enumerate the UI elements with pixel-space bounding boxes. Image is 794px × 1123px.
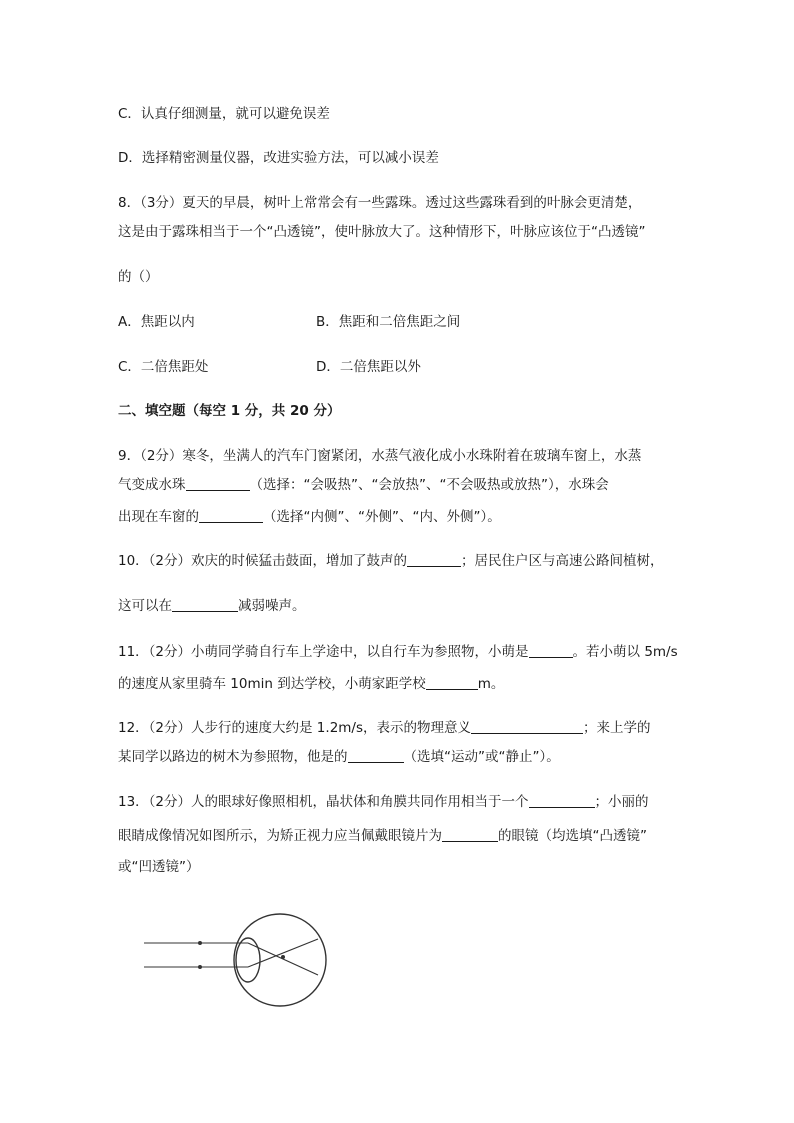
section-title-fill-in: 二、填空题（每空 1 分，共 20 分） xyxy=(118,403,341,419)
q10-blank-2[interactable] xyxy=(172,597,238,612)
q13-line2 xyxy=(118,826,678,846)
focal-point-dot xyxy=(281,955,285,959)
q11-text: m。 xyxy=(477,676,505,692)
q13-text: 13．（2分）人的眼球好像照相机，晶状体和角膜共同作用相当于一个 xyxy=(118,794,529,810)
lens-ellipse xyxy=(236,938,260,982)
q13-line3: 或“凹透镜”） xyxy=(118,859,200,875)
q13-text: 眼睛成像情况如图所示，为矫正视力应当佩戴眼镜片为 xyxy=(118,828,442,844)
q12-blank-1[interactable] xyxy=(471,719,583,734)
q13-line1 xyxy=(118,792,678,812)
q8-option-c: C．二倍焦距处 xyxy=(118,359,209,375)
q7-option-c: C．认真仔细测量，就可以避免误差 xyxy=(118,106,330,122)
q8-text-line3: 的（） xyxy=(118,269,159,285)
eyeball-outline xyxy=(234,914,326,1006)
q10-text: 10．（2分）欢庆的时候猛击鼓面，增加了鼓声的 xyxy=(118,553,408,569)
q12-line1 xyxy=(118,718,678,738)
q13-blank-1[interactable] xyxy=(529,793,595,808)
q8-text-line1: 8．（3分）夏天的早晨，树叶上常常会有一些露珠。透过这些露珠看到的叶脉会更清楚， xyxy=(118,195,642,211)
q8-option-d: D．二倍焦距以外 xyxy=(316,359,421,375)
q11-blank-2[interactable] xyxy=(426,675,478,690)
q8-option-a: A．焦距以内 xyxy=(118,314,195,330)
q8-text-line2: 这是由于露珠相当于一个“凸透镜”，使叶脉放大了。这种情形下，叶脉应该位于“凸透镜” xyxy=(118,224,646,240)
ray-dot xyxy=(198,965,202,969)
refracted-ray-bottom xyxy=(248,939,318,967)
q10-text: ；居民住户区与高速公路间植树， xyxy=(461,553,664,569)
q9-blank-1[interactable] xyxy=(186,476,250,491)
q9-blank-2[interactable] xyxy=(199,508,263,523)
q11-line2 xyxy=(118,674,678,694)
eye-diagram-figure xyxy=(140,905,350,1025)
q12-text: 12．（2分）人步行的速度大约是 1.2m/s，表示的物理意义 xyxy=(118,720,472,736)
q10-line2 xyxy=(118,596,678,616)
ray-dot xyxy=(198,941,202,945)
q13-text: ；小丽的 xyxy=(594,794,649,810)
q11-text: 。若小萌以 5m/s xyxy=(572,644,678,660)
q10-line1 xyxy=(118,551,678,571)
q12-blank-2[interactable] xyxy=(348,748,404,763)
q11-blank-1[interactable] xyxy=(529,643,573,658)
q9-text: 气变成水珠 xyxy=(118,477,186,493)
q10-text: 这可以在 xyxy=(118,598,172,614)
q12-line2 xyxy=(118,747,678,767)
q10-blank-1[interactable] xyxy=(407,552,461,567)
q9-line1: 9．（2分）寒冬，坐满人的汽车门窗紧闭，水蒸气液化成小水珠附着在玻璃车窗上，水蒸 xyxy=(118,448,642,464)
q7-option-d: D．选择精密测量仪器，改进实验方法，可以减小误差 xyxy=(118,150,439,166)
q9-text: （选择“内侧”、“外侧”、“内、外侧”）。 xyxy=(263,509,501,525)
q13-text: 的眼镜（均选填“凸透镜” xyxy=(498,828,647,844)
q10-text: 减弱噪声。 xyxy=(238,598,306,614)
q11-text: 11．（2分）小萌同学骑自行车上学途中，以自行车为参照物，小萌是 xyxy=(118,644,529,660)
q9-line3 xyxy=(118,507,678,527)
q12-text: （选填“运动”或“静止”）。 xyxy=(403,749,560,765)
q8-option-b: B．焦距和二倍焦距之间 xyxy=(316,314,461,330)
q13-blank-2[interactable] xyxy=(442,827,498,842)
q11-line1 xyxy=(118,642,678,662)
q9-text: 出现在车窗的 xyxy=(118,509,199,525)
q9-line2 xyxy=(118,475,678,495)
q12-text: 某同学以路边的树木为参照物，他是的 xyxy=(118,749,348,765)
q12-text: ；来上学的 xyxy=(583,720,651,736)
q9-text: （选择：“会吸热”、“会放热”、“不会吸热或放热”），水珠会 xyxy=(249,477,609,493)
q11-text: 的速度从家里骑车 10min 到达学校，小萌家距学校 xyxy=(118,676,426,692)
